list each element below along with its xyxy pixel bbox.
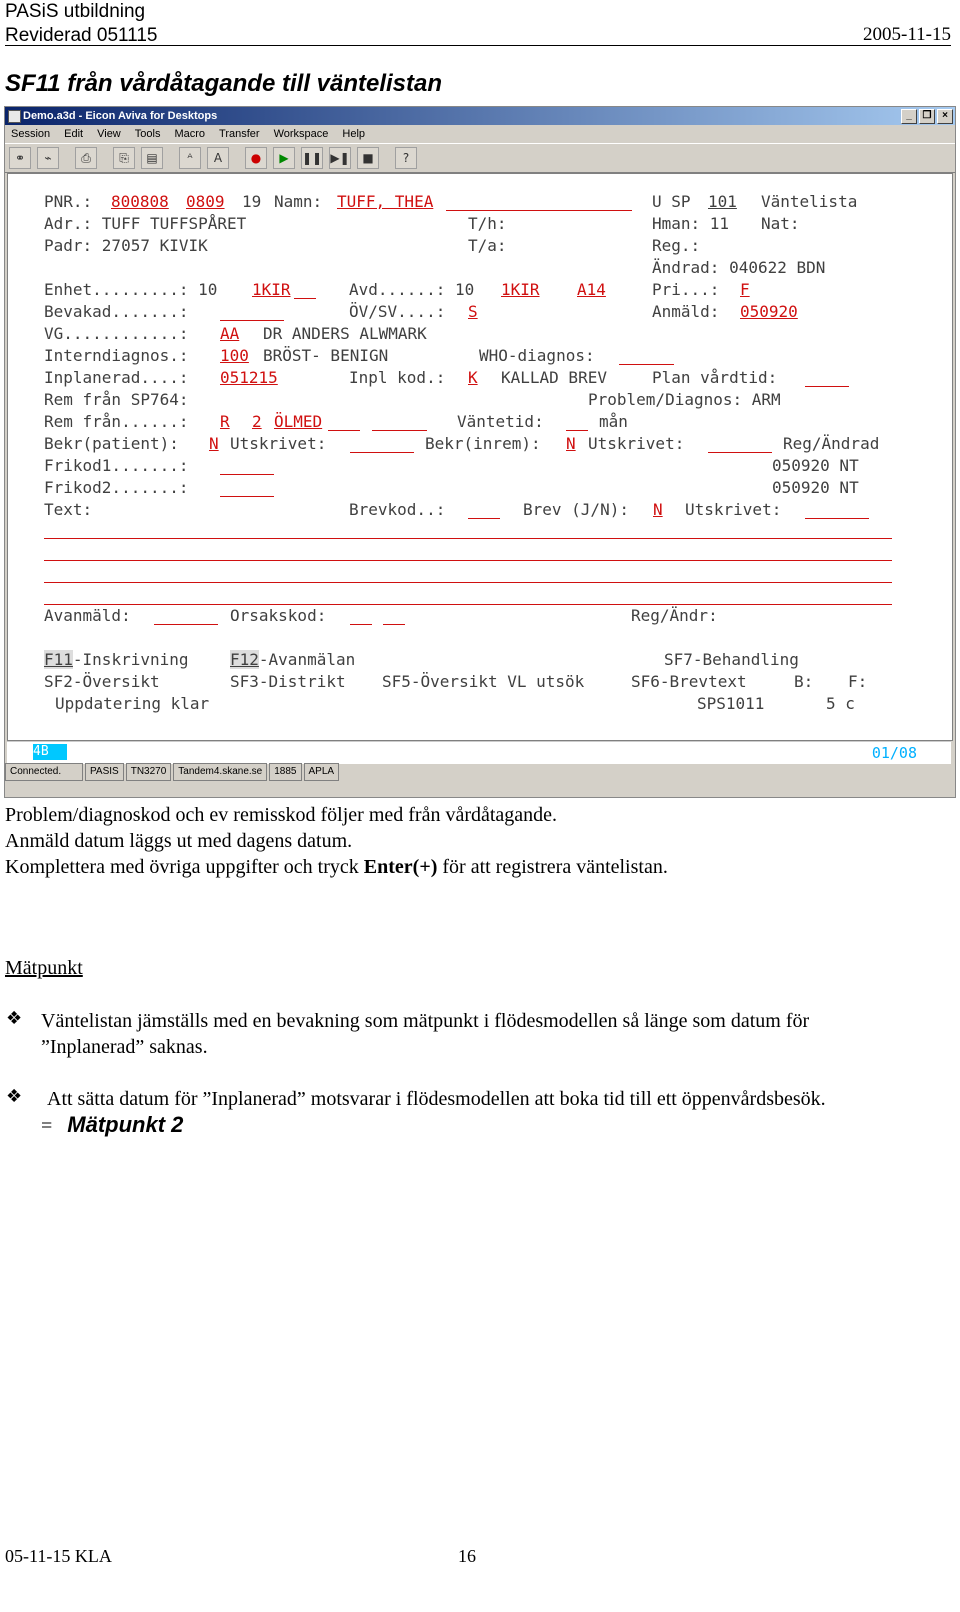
- text-label: Text:: [44, 500, 93, 519]
- bekr-inrem-field[interactable]: N: [566, 434, 576, 453]
- b-label: B:: [794, 672, 814, 691]
- body-line-3: [5, 854, 668, 880]
- plan-vardtid-field[interactable]: [805, 386, 849, 387]
- plan-vardtid-label: Plan vårdtid:: [652, 368, 778, 387]
- bevakad-field[interactable]: [220, 320, 284, 321]
- status-bar: [5, 763, 955, 781]
- menu-view[interactable]: View: [97, 128, 121, 140]
- menu-help[interactable]: Help: [342, 128, 366, 140]
- menu-session[interactable]: Session: [11, 128, 51, 140]
- inpl-kod-label: Inpl kod.:: [349, 368, 446, 387]
- padr-line: Padr: 27057 KIVIK: [44, 236, 208, 255]
- ovsv-field[interactable]: S: [468, 302, 478, 321]
- status-lu: APLA: [304, 763, 340, 781]
- frikod2-field[interactable]: [220, 496, 274, 497]
- who-label: WHO-diagnos:: [479, 346, 595, 365]
- copy-icon[interactable]: ⎘: [113, 147, 135, 169]
- pnr-field-2[interactable]: 0809: [186, 192, 225, 211]
- matpunkt-2-label: Mätpunkt 2: [67, 1112, 184, 1137]
- rem-num[interactable]: 2: [252, 412, 262, 431]
- th-label: T/h:: [468, 214, 507, 233]
- avd-label: Avd......: 10: [349, 280, 475, 299]
- rem-name[interactable]: ÖLMED: [274, 412, 323, 431]
- body-line-3-pre: Komplettera med övriga uppgifter och tryck: [5, 856, 364, 878]
- restore-icon[interactable]: ❐: [919, 109, 935, 124]
- oia-mode: 4B: [33, 744, 67, 760]
- body-text: [5, 802, 668, 880]
- app-icon: [8, 110, 21, 123]
- avanmald-field[interactable]: [154, 624, 218, 625]
- avd-field-2[interactable]: A14: [577, 280, 606, 299]
- utskrivet-label-3: Utskrivet:: [685, 500, 782, 519]
- menu-transfer[interactable]: Transfer: [219, 128, 260, 140]
- f11-label: F11: [44, 650, 73, 669]
- utskrivet-field-3[interactable]: [805, 518, 869, 519]
- sf7-key[interactable]: SF7-Behandling: [664, 650, 799, 669]
- oia-line: [7, 741, 951, 764]
- namn-label: Namn:: [274, 192, 323, 211]
- status-session: PASIS: [85, 763, 124, 781]
- minimize-icon[interactable]: _: [901, 109, 917, 124]
- header-org: PASiS utbildning: [5, 1, 146, 22]
- enhet-underline: [294, 298, 316, 299]
- help-icon[interactable]: ?: [395, 147, 417, 169]
- body-line-3-post: för att registrera väntelistan.: [437, 856, 668, 878]
- status-host: Tandem4.skane.se: [173, 763, 267, 781]
- anmald-field[interactable]: 050920: [740, 302, 798, 321]
- terminal-screen: [7, 173, 953, 741]
- print-icon[interactable]: ⎙: [75, 147, 97, 169]
- vg-name: DR ANDERS ALWMARK: [263, 324, 427, 343]
- menu-tools[interactable]: Tools: [134, 128, 161, 140]
- frikod1-field[interactable]: [220, 474, 274, 475]
- font-icon[interactable]: A: [207, 147, 229, 169]
- pri-field[interactable]: F: [740, 280, 750, 299]
- interndiag-code[interactable]: 100: [220, 346, 249, 365]
- status-message: Uppdatering klar: [55, 694, 210, 713]
- reg-andrad-2: 050920 NT: [772, 478, 859, 497]
- bekr-patient-field[interactable]: N: [209, 434, 219, 453]
- bekr-inrem-label: Bekr(inrem):: [425, 434, 541, 453]
- footer-left: 05-11-15 KLA: [5, 1546, 112, 1566]
- avanmald-label: Avanmäld:: [44, 606, 131, 625]
- vg-code[interactable]: AA: [220, 324, 240, 343]
- brev-label: Brev (J/N):: [523, 500, 629, 519]
- disconnect-icon[interactable]: ⌁: [37, 147, 59, 169]
- bevakad-label: Bevakad.......:: [44, 302, 189, 321]
- close-icon[interactable]: ×: [937, 109, 953, 124]
- bullet-1-line-2: ”Inplanerad” saknas.: [41, 1036, 208, 1058]
- orsakskod-label: Orsakskod:: [230, 606, 327, 625]
- font-size-icon[interactable]: ᴬ: [179, 147, 201, 169]
- bullet-diamond-icon: ❖: [6, 1008, 23, 1029]
- bekr-patient-label: Bekr(patient):: [44, 434, 179, 453]
- vantetid-label: Väntetid:: [457, 412, 544, 431]
- stop-icon[interactable]: ■: [357, 147, 379, 169]
- orsakskod-field-2[interactable]: [383, 624, 405, 625]
- enhet-field[interactable]: 1KIR: [252, 280, 291, 299]
- screen-id: SPS1011: [697, 694, 765, 713]
- screen-title: Väntelista: [761, 192, 858, 211]
- avd-field[interactable]: 1KIR: [501, 280, 540, 299]
- sf5-key[interactable]: SF5-Översikt VL utsök: [382, 672, 585, 691]
- window-title: Demo.a3d - Eicon Aviva for Desktops: [23, 110, 218, 122]
- emulator-window: [4, 106, 956, 798]
- header-revision: Reviderad 051115: [5, 25, 158, 46]
- inplanerad-label: Inplanerad....:: [44, 368, 189, 387]
- menu-macro[interactable]: Macro: [174, 128, 206, 140]
- text-field-line-3[interactable]: [44, 582, 892, 583]
- vg-label: VG............:: [44, 324, 189, 343]
- status-terminal: TN3270: [126, 763, 172, 781]
- brevkod-field[interactable]: [468, 518, 500, 519]
- vantetid-field[interactable]: [566, 430, 588, 431]
- text-field-line-1[interactable]: [44, 538, 892, 539]
- utskrivet-label-2: Utskrivet:: [588, 434, 685, 453]
- interndiag-text: BRÖST- BENIGN: [263, 346, 389, 365]
- paste-icon[interactable]: ▤: [141, 147, 163, 169]
- body-line-2: Anmäld datum läggs ut med dagens datum.: [5, 830, 353, 852]
- reg-label: Reg.:: [652, 236, 701, 255]
- menu-bar: [5, 125, 955, 143]
- ta-label: T/a:: [468, 236, 507, 255]
- rem-extra-field[interactable]: [372, 430, 427, 431]
- brev-field[interactable]: N: [653, 500, 663, 519]
- hman-line: Hman: 11: [652, 214, 730, 233]
- namn-underline: [446, 210, 632, 211]
- bullet-2-result: [41, 1112, 183, 1139]
- record-icon[interactable]: ●: [245, 147, 267, 169]
- f-label: F:: [848, 672, 868, 691]
- bullet-2-line-1: Att sätta datum för ”Inplanerad” motsvarar i flödesmodellen att boka tid till ett öppenvårdsbesök.: [47, 1088, 826, 1110]
- anmald-label: Anmäld:: [652, 302, 720, 321]
- sf6-key[interactable]: SF6-Brevtext: [631, 672, 747, 691]
- screen-code: 5 c: [826, 694, 855, 713]
- window-titlebar: [5, 107, 955, 125]
- f11-text: -Inskrivning: [72, 650, 189, 669]
- namn-field[interactable]: TUFF, THEA: [337, 192, 434, 211]
- text-field-line-2[interactable]: [44, 560, 892, 561]
- pause-icon[interactable]: ❚❚: [301, 147, 323, 169]
- play-icon[interactable]: ▶: [273, 147, 295, 169]
- utskrivet-field-2[interactable]: [708, 452, 772, 453]
- page-title: SF11 från vårdåtagande till väntelistan: [5, 70, 443, 97]
- matpunkt-heading: Mätpunkt: [5, 957, 83, 979]
- text-field-line-4[interactable]: [44, 604, 892, 605]
- ovsv-label: ÖV/SV....:: [349, 302, 446, 321]
- page-header: [5, 0, 157, 48]
- page-number: 16: [458, 1546, 476, 1566]
- equals-sign: =: [41, 1115, 53, 1137]
- man-unit: mån: [599, 412, 628, 431]
- u-sp-label: U SP: [652, 192, 691, 211]
- utskrivet-field-1[interactable]: [350, 452, 414, 453]
- frikod1-label: Frikod1.......:: [44, 456, 189, 475]
- utskrivet-label-1: Utskrivet:: [230, 434, 327, 453]
- cursor-position: 01/08: [871, 744, 917, 762]
- reg-andrad-label: Reg/Ändrad: [783, 434, 880, 453]
- f11-key[interactable]: [44, 650, 189, 670]
- pnr-field-1[interactable]: 800808: [111, 192, 169, 211]
- status-connection: Connected.: [5, 763, 83, 781]
- step-icon[interactable]: ▶❚: [329, 147, 351, 169]
- reg-andrad-1: 050920 NT: [772, 456, 859, 475]
- pnr-label: PNR.:: [44, 192, 93, 211]
- problem-diagnos: Problem/Diagnos: ARM: [588, 390, 781, 409]
- interndiag-label: Interndiagnos.:: [44, 346, 189, 365]
- pnr-field-3: 19: [242, 192, 262, 211]
- header-date: 2005-11-15: [863, 24, 951, 45]
- connect-icon[interactable]: ⚭: [9, 147, 31, 169]
- f12-label: F12: [230, 650, 259, 669]
- pri-label: Pri...:: [652, 280, 720, 299]
- enhet-label: Enhet.........: 10: [44, 280, 218, 299]
- status-port: 1885: [269, 763, 301, 781]
- rem-code[interactable]: R: [220, 412, 230, 431]
- f12-key[interactable]: [230, 650, 355, 670]
- bullet-2: [47, 1086, 826, 1112]
- header-rule: [5, 45, 951, 46]
- inpl-kod-field[interactable]: K: [468, 368, 478, 387]
- body-line-1: Problem/diagnoskod och ev remisskod följer med från vårdåtagande.: [5, 804, 558, 826]
- enter-key-text: Enter(+): [363, 856, 438, 878]
- rem-sp-label: Rem från SP764:: [44, 390, 189, 409]
- toolbar: [5, 143, 955, 173]
- reg-andr-label: Reg/Ändr:: [631, 606, 718, 625]
- orsakskod-field-1[interactable]: [350, 624, 372, 625]
- andrad-line: Ändrad: 040622 BDN: [652, 258, 826, 277]
- sf3-key[interactable]: SF3-Distrikt: [230, 672, 346, 691]
- bullet-1: [41, 1008, 809, 1060]
- rem-fran-label: Rem från......:: [44, 412, 189, 431]
- sf2-key[interactable]: SF2-Översikt: [44, 672, 160, 691]
- nat-label: Nat:: [761, 214, 800, 233]
- frikod2-label: Frikod2.......:: [44, 478, 189, 497]
- brevkod-label: Brevkod..:: [349, 500, 446, 519]
- u-sp-value: 101: [708, 192, 737, 211]
- adr-line: Adr.: TUFF TUFFSPÅRET: [44, 214, 247, 233]
- menu-edit[interactable]: Edit: [64, 128, 84, 140]
- rem-name-underline: [328, 430, 360, 431]
- who-field[interactable]: [619, 364, 674, 365]
- bullet-1-line-1: Väntelistan jämställs med en bevakning som mätpunkt i flödesmodellen så länge som datum för: [41, 1010, 810, 1032]
- kallad-text: KALLAD BREV: [501, 368, 607, 387]
- menu-workspace[interactable]: Workspace: [273, 128, 329, 140]
- f12-text: -Avanmälan: [258, 650, 356, 669]
- bullet-diamond-icon: ❖: [6, 1086, 23, 1107]
- inplanerad-field[interactable]: 051215: [220, 368, 278, 387]
